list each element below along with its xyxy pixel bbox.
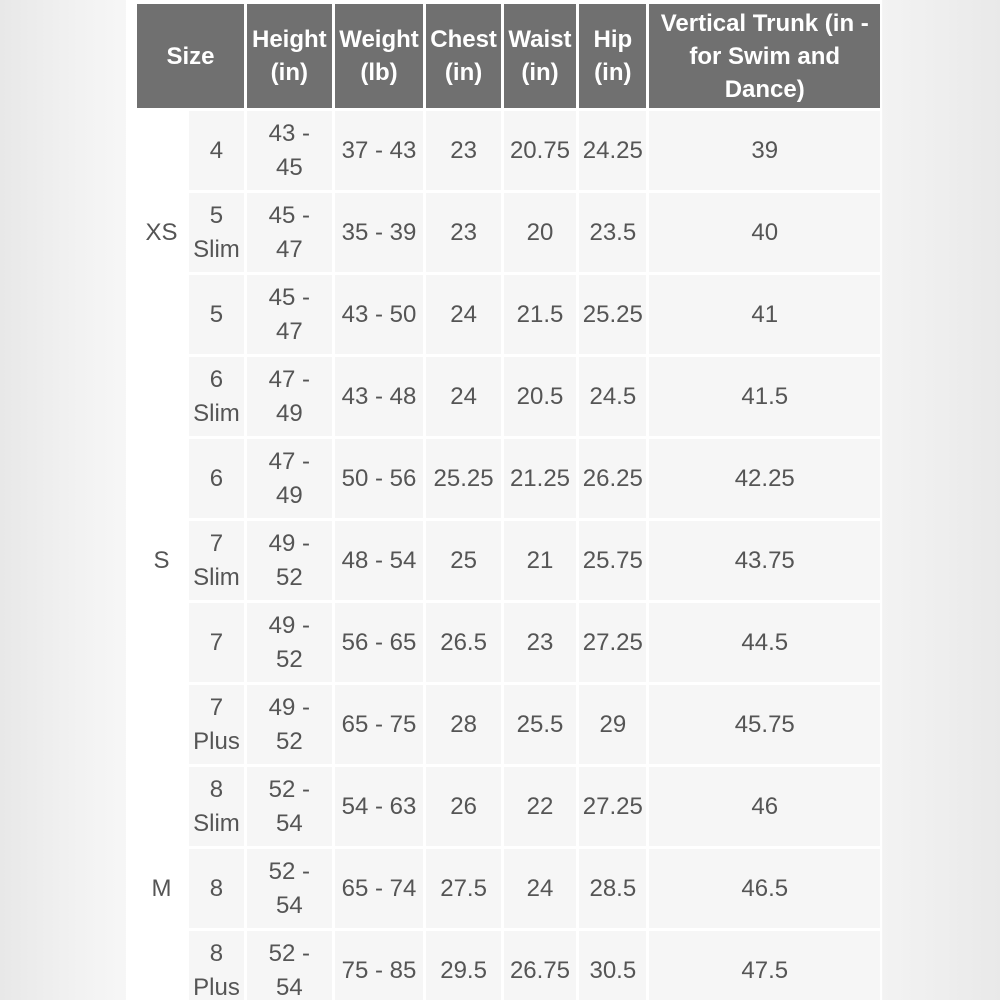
waist-cell: 20.5 bbox=[504, 357, 576, 436]
table-row bbox=[137, 603, 880, 682]
waist-cell: 21 bbox=[504, 521, 576, 600]
chest-cell: 24 bbox=[426, 275, 500, 354]
size-cell: 6 Slim bbox=[189, 357, 244, 436]
waist-cell: 26.75 bbox=[504, 931, 576, 1000]
weight-cell: 48 - 54 bbox=[335, 521, 424, 600]
size-chart-sheet bbox=[126, 0, 882, 1000]
height-cell: 43 - 45 bbox=[247, 111, 332, 190]
trunk-cell: 39 bbox=[649, 111, 880, 190]
hip-cell: 24.25 bbox=[579, 111, 646, 190]
size-cell: 8 bbox=[189, 849, 244, 928]
table-row bbox=[137, 849, 880, 928]
table-row bbox=[137, 685, 880, 764]
header-hip: Hip (in) bbox=[579, 4, 646, 108]
size-cell: 7 Slim bbox=[189, 521, 244, 600]
size-cell: 7 Plus bbox=[189, 685, 244, 764]
header-waist: Waist (in) bbox=[504, 4, 576, 108]
height-cell: 49 - 52 bbox=[247, 521, 332, 600]
header-chest: Chest (in) bbox=[426, 4, 500, 108]
size-group-s: S bbox=[137, 357, 186, 764]
waist-cell: 21.25 bbox=[504, 439, 576, 518]
height-cell: 49 - 52 bbox=[247, 603, 332, 682]
size-cell: 4 bbox=[189, 111, 244, 190]
table-row bbox=[137, 357, 880, 436]
size-chart-table bbox=[134, 1, 882, 1000]
hip-cell: 28.5 bbox=[579, 849, 646, 928]
header-row bbox=[137, 4, 880, 108]
hip-cell: 26.25 bbox=[579, 439, 646, 518]
hip-cell: 24.5 bbox=[579, 357, 646, 436]
height-cell: 47 - 49 bbox=[247, 439, 332, 518]
table-body bbox=[137, 111, 880, 1000]
height-cell: 52 - 54 bbox=[247, 931, 332, 1000]
size-cell: 8 Slim bbox=[189, 767, 244, 846]
trunk-cell: 46.5 bbox=[649, 849, 880, 928]
hip-cell: 25.25 bbox=[579, 275, 646, 354]
waist-cell: 20.75 bbox=[504, 111, 576, 190]
hip-cell: 29 bbox=[579, 685, 646, 764]
waist-cell: 20 bbox=[504, 193, 576, 272]
height-cell: 52 - 54 bbox=[247, 767, 332, 846]
trunk-cell: 45.75 bbox=[649, 685, 880, 764]
trunk-cell: 41 bbox=[649, 275, 880, 354]
weight-cell: 50 - 56 bbox=[335, 439, 424, 518]
height-cell: 49 - 52 bbox=[247, 685, 332, 764]
size-cell: 6 bbox=[189, 439, 244, 518]
weight-cell: 75 - 85 bbox=[335, 931, 424, 1000]
weight-cell: 37 - 43 bbox=[335, 111, 424, 190]
waist-cell: 24 bbox=[504, 849, 576, 928]
weight-cell: 54 - 63 bbox=[335, 767, 424, 846]
table-row bbox=[137, 111, 880, 190]
hip-cell: 23.5 bbox=[579, 193, 646, 272]
hip-cell: 27.25 bbox=[579, 603, 646, 682]
height-cell: 45 - 47 bbox=[247, 193, 332, 272]
chest-cell: 23 bbox=[426, 111, 500, 190]
chest-cell: 24 bbox=[426, 357, 500, 436]
weight-cell: 65 - 75 bbox=[335, 685, 424, 764]
size-cell: 7 bbox=[189, 603, 244, 682]
table-row bbox=[137, 439, 880, 518]
size-cell: 5 Slim bbox=[189, 193, 244, 272]
hip-cell: 25.75 bbox=[579, 521, 646, 600]
table-row bbox=[137, 767, 880, 846]
size-group-xs: XS bbox=[137, 111, 186, 354]
weight-cell: 43 - 50 bbox=[335, 275, 424, 354]
trunk-cell: 41.5 bbox=[649, 357, 880, 436]
weight-cell: 56 - 65 bbox=[335, 603, 424, 682]
table-header bbox=[137, 4, 880, 108]
trunk-cell: 44.5 bbox=[649, 603, 880, 682]
chest-cell: 29.5 bbox=[426, 931, 500, 1000]
chest-cell: 26 bbox=[426, 767, 500, 846]
height-cell: 47 - 49 bbox=[247, 357, 332, 436]
chest-cell: 25.25 bbox=[426, 439, 500, 518]
size-cell: 5 bbox=[189, 275, 244, 354]
chest-cell: 26.5 bbox=[426, 603, 500, 682]
table-row bbox=[137, 521, 880, 600]
table-row bbox=[137, 275, 880, 354]
header-height: Height (in) bbox=[247, 4, 332, 108]
waist-cell: 21.5 bbox=[504, 275, 576, 354]
header-size: Size bbox=[137, 4, 244, 108]
hip-cell: 30.5 bbox=[579, 931, 646, 1000]
chest-cell: 25 bbox=[426, 521, 500, 600]
trunk-cell: 40 bbox=[649, 193, 880, 272]
size-cell: 8 Plus bbox=[189, 931, 244, 1000]
trunk-cell: 43.75 bbox=[649, 521, 880, 600]
chest-cell: 27.5 bbox=[426, 849, 500, 928]
table-row bbox=[137, 193, 880, 272]
header-weight: Weight (lb) bbox=[335, 4, 424, 108]
height-cell: 45 - 47 bbox=[247, 275, 332, 354]
waist-cell: 23 bbox=[504, 603, 576, 682]
waist-cell: 25.5 bbox=[504, 685, 576, 764]
trunk-cell: 46 bbox=[649, 767, 880, 846]
chest-cell: 23 bbox=[426, 193, 500, 272]
weight-cell: 43 - 48 bbox=[335, 357, 424, 436]
waist-cell: 22 bbox=[504, 767, 576, 846]
trunk-cell: 47.5 bbox=[649, 931, 880, 1000]
weight-cell: 35 - 39 bbox=[335, 193, 424, 272]
height-cell: 52 - 54 bbox=[247, 849, 332, 928]
table-row bbox=[137, 931, 880, 1000]
hip-cell: 27.25 bbox=[579, 767, 646, 846]
weight-cell: 65 - 74 bbox=[335, 849, 424, 928]
header-vertical-trunk: Vertical Trunk (in - for Swim and Dance) bbox=[649, 4, 880, 108]
chest-cell: 28 bbox=[426, 685, 500, 764]
size-group-m: M bbox=[137, 767, 186, 1000]
trunk-cell: 42.25 bbox=[649, 439, 880, 518]
